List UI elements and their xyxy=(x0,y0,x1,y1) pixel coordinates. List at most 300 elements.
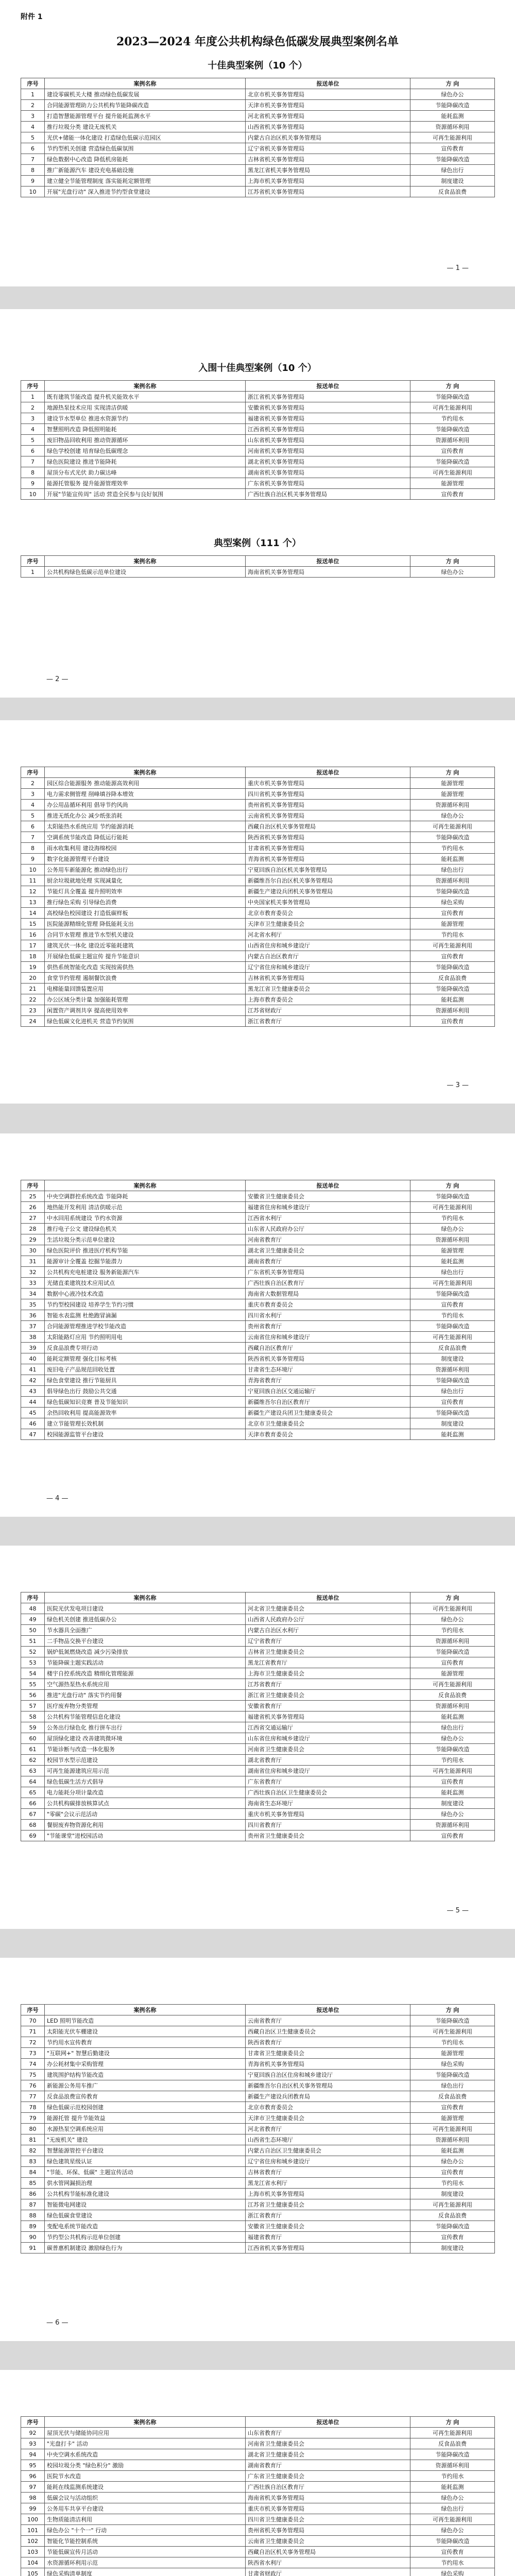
case-direction: 绿色办公 xyxy=(410,89,495,100)
table-row xyxy=(21,402,495,413)
case-direction: 能源管理 xyxy=(410,1245,495,1256)
table-row xyxy=(21,2037,495,2048)
column-header: 序号 xyxy=(21,78,45,89)
reporting-unit: 湖南省教育厅 xyxy=(246,2460,410,2471)
case-number: 1 xyxy=(21,89,45,100)
case-number: 24 xyxy=(21,1016,45,1027)
table-row xyxy=(21,2199,495,2210)
reporting-unit: 陕西省教育厅 xyxy=(246,2037,410,2048)
table-header-row xyxy=(21,1592,495,1603)
table-row xyxy=(21,886,495,897)
table-row xyxy=(21,1016,495,1027)
case-number: 72 xyxy=(21,2037,45,2048)
case-number: 37 xyxy=(21,1321,45,1332)
case-number: 51 xyxy=(21,1636,45,1647)
table-row xyxy=(21,424,495,435)
table-row xyxy=(21,176,495,187)
reporting-unit: 北京市机关事务管理局 xyxy=(246,89,410,100)
case-name: 节能降碳主题实践活动 xyxy=(45,1657,246,1668)
reporting-unit: 湖南省教育厅 xyxy=(246,1256,410,1267)
case-name: 中央空调群控系统改造 节能降耗 xyxy=(45,1191,246,1202)
case-name: 开展绿色低碳主题宣传 提升节能意识 xyxy=(45,951,246,962)
case-direction: 节能降碳改造 xyxy=(410,1289,495,1299)
case-direction: 绿色出行 xyxy=(410,1722,495,1733)
case-direction: 节能降碳改造 xyxy=(410,1647,495,1657)
case-number: 48 xyxy=(21,1603,45,1614)
case-number: 17 xyxy=(21,940,45,951)
table-row xyxy=(21,2134,495,2145)
case-name: "无废机关" 建设 xyxy=(45,2134,246,2145)
case-number: 7 xyxy=(21,154,45,165)
case-number: 22 xyxy=(21,994,45,1005)
case-direction: 制度建设 xyxy=(410,2243,495,2253)
reporting-unit: 辽宁省住房和城乡建设厅 xyxy=(246,962,410,973)
case-direction: 资源循环利用 xyxy=(410,1820,495,1831)
case-direction: 能耗监测 xyxy=(410,111,495,122)
case-name: 水资源循环利用示范 xyxy=(45,2557,246,2568)
case-table-typical-p7 xyxy=(21,2416,495,2576)
reporting-unit: 上海市卫生健康委员会 xyxy=(246,1668,410,1679)
table-row xyxy=(21,1755,495,1766)
case-name: 智慧照明改造 降低照明能耗 xyxy=(45,424,246,435)
case-name: 太阳能光伏车棚建设 xyxy=(45,2026,246,2037)
case-number: 74 xyxy=(21,2059,45,2070)
case-name: 节能灯具全覆盖 提升照明效率 xyxy=(45,886,246,897)
case-number: 10 xyxy=(21,865,45,875)
case-name: LED 照明节能改造 xyxy=(45,2015,246,2026)
case-name: 绿色学校创建 培育绿色低碳理念 xyxy=(45,446,246,456)
case-direction: 节能降碳改造 xyxy=(410,2449,495,2460)
column-header: 方 向 xyxy=(410,556,495,567)
case-number: 6 xyxy=(21,446,45,456)
table-row xyxy=(21,973,495,984)
case-name: 建立节能管理长效机制 xyxy=(45,1418,246,1429)
case-number: 88 xyxy=(21,2210,45,2221)
column-header: 序号 xyxy=(21,381,45,392)
table-row xyxy=(21,1657,495,1668)
case-direction: 资源循环利用 xyxy=(410,1234,495,1245)
case-number: 8 xyxy=(21,843,45,854)
reporting-unit: 辽宁省教育厅 xyxy=(246,1636,410,1647)
table-row xyxy=(21,122,495,132)
document-title: 2023—2024 年度公共机构绿色低碳发展典型案例名单 xyxy=(116,35,399,48)
column-header: 报送单位 xyxy=(246,78,410,89)
reporting-unit: 贵州省机关事务管理局 xyxy=(246,2525,410,2536)
reporting-unit: 重庆市机关事务管理局 xyxy=(246,778,410,789)
table-row xyxy=(21,1625,495,1636)
case-direction: 绿色出行 xyxy=(410,2503,495,2514)
column-header: 方 向 xyxy=(410,381,495,392)
case-direction: 可再生能源利用 xyxy=(410,1202,495,1213)
case-name: 节水器具全面推广 xyxy=(45,1625,246,1636)
table-row xyxy=(21,1636,495,1647)
case-number: 77 xyxy=(21,2091,45,2102)
case-direction: 节约用水 xyxy=(410,413,495,424)
case-direction: 宣传教育 xyxy=(410,1831,495,1841)
case-direction: 能源管理 xyxy=(410,478,495,489)
case-name: 新能源公务用车推广 xyxy=(45,2080,246,2091)
table-row xyxy=(21,1299,495,1310)
case-direction: 反食品浪费 xyxy=(410,973,495,984)
reporting-unit: 江苏省卫生健康委员会 xyxy=(246,2199,410,2210)
case-direction: 能源管理 xyxy=(410,1668,495,1679)
table-row xyxy=(21,467,495,478)
reporting-unit: 内蒙古自治区机关事务管理局 xyxy=(246,132,410,143)
case-number: 91 xyxy=(21,2243,45,2253)
reporting-unit: 云南省机关事务管理局 xyxy=(246,810,410,821)
case-name: 建筑围护结构节能改造 xyxy=(45,2070,246,2080)
case-number: 53 xyxy=(21,1657,45,1668)
column-header: 报送单位 xyxy=(246,1592,410,1603)
reporting-unit: 山东省住房和城乡建设厅 xyxy=(246,1733,410,1744)
column-header: 报送单位 xyxy=(246,767,410,778)
case-direction: 节能降碳改造 xyxy=(410,1375,495,1386)
table-row xyxy=(21,2428,495,2438)
reporting-unit: 福建省机关事务管理局 xyxy=(246,1711,410,1722)
case-name: 办公区域分类计量 加强能耗管理 xyxy=(45,994,246,1005)
case-name: 中央空调水系统改造 xyxy=(45,2449,246,2460)
case-direction: 资源循环利用 xyxy=(410,875,495,886)
case-direction: 资源循环利用 xyxy=(410,1364,495,1375)
case-direction: 可再生能源利用 xyxy=(410,821,495,832)
case-direction: 资源循环利用 xyxy=(410,2134,495,2145)
case-number: 87 xyxy=(21,2199,45,2210)
table-row xyxy=(21,2493,495,2503)
reporting-unit: 浙江省机关事务管理局 xyxy=(246,392,410,402)
table-header-row xyxy=(21,556,495,567)
case-direction: 节能降碳改造 xyxy=(410,154,495,165)
case-number: 73 xyxy=(21,2048,45,2059)
case-direction: 反食品浪费 xyxy=(410,1343,495,1353)
reporting-unit: 青海省教育厅 xyxy=(246,1375,410,1386)
reporting-unit: 广西壮族自治区卫生健康委员会 xyxy=(246,1787,410,1798)
case-table-typical-p4 xyxy=(21,1180,495,1440)
table-row xyxy=(21,1321,495,1332)
section-title-nominated: 入围十佳典型案例（10 个） xyxy=(198,363,317,374)
column-header: 报送单位 xyxy=(246,556,410,567)
page-number: — 6 — xyxy=(46,2319,68,2327)
case-name: 水源热泵空调系统应用 xyxy=(45,2124,246,2134)
case-name: 能耗定额管理 强化目标考核 xyxy=(45,1353,246,1364)
table-row xyxy=(21,2568,495,2576)
table-row xyxy=(21,1224,495,1234)
case-name: 建设节水型单位 推进水资源节约 xyxy=(45,413,246,424)
table-row xyxy=(21,567,495,578)
case-name: 雨水收集利用 建设海绵校园 xyxy=(45,843,246,854)
case-number: 80 xyxy=(21,2124,45,2134)
reporting-unit: 黑龙江省教育厅 xyxy=(246,1657,410,1668)
reporting-unit: 云南省教育厅 xyxy=(246,2015,410,2026)
case-number: 9 xyxy=(21,478,45,489)
case-table-typical-p5 xyxy=(21,1592,495,1841)
page-number: — 1 — xyxy=(447,264,469,272)
case-name: 空调系统节能改造 降低运行能耗 xyxy=(45,832,246,843)
case-name: 绿色数据中心改造 降低机房能耗 xyxy=(45,154,246,165)
table-row xyxy=(21,154,495,165)
table-row xyxy=(21,1343,495,1353)
case-direction: 节能降碳改造 xyxy=(410,962,495,973)
column-header: 报送单位 xyxy=(246,1180,410,1191)
case-number: 27 xyxy=(21,1213,45,1224)
reporting-unit: 内蒙古自治区卫生健康委员会 xyxy=(246,2145,410,2156)
case-direction: 宣传教育 xyxy=(410,2232,495,2243)
case-number: 84 xyxy=(21,2167,45,2178)
case-direction: 节能降碳改造 xyxy=(410,456,495,467)
reporting-unit: 山东省机关事务管理局 xyxy=(246,435,410,446)
case-number: 102 xyxy=(21,2536,45,2547)
case-name: "节能课堂"进校园活动 xyxy=(45,1831,246,1841)
case-name: 能源托管 提升节能效益 xyxy=(45,2113,246,2124)
case-name: 校园能源监管平台建设 xyxy=(45,1429,246,1440)
table-row xyxy=(21,1202,495,1213)
case-name: 推进无纸化办公 减少纸张消耗 xyxy=(45,810,246,821)
column-header: 序号 xyxy=(21,1180,45,1191)
case-name: 推行绿色采购 引导绿色消费 xyxy=(45,897,246,908)
case-number: 5 xyxy=(21,435,45,446)
reporting-unit: 西藏自治区机关事务管理局 xyxy=(246,2547,410,2557)
table-row xyxy=(21,1603,495,1614)
reporting-unit: 新疆维吾尔自治区机关事务管理局 xyxy=(246,875,410,886)
case-number: 3 xyxy=(21,413,45,424)
case-name: "光盘打卡" 活动 xyxy=(45,2438,246,2449)
case-direction: 节能降碳改造 xyxy=(410,2221,495,2232)
table-header-row xyxy=(21,78,495,89)
attachment-label: 附件 1 xyxy=(21,13,43,21)
table-row xyxy=(21,1245,495,1256)
column-header: 方 向 xyxy=(410,78,495,89)
case-number: 79 xyxy=(21,2113,45,2124)
case-name: 推行垃圾分类 建设无废机关 xyxy=(45,122,246,132)
case-number: 70 xyxy=(21,2015,45,2026)
reporting-unit: 新疆维吾尔自治区教育厅 xyxy=(246,1397,410,1408)
page-number: — 4 — xyxy=(46,1495,68,1502)
case-name: 绿色医院建设 推进节能降耗 xyxy=(45,456,246,467)
table-row xyxy=(21,1005,495,1016)
reporting-unit: 辽宁省住房和城乡建设厅 xyxy=(246,2156,410,2167)
case-number: 95 xyxy=(21,2460,45,2471)
case-number: 43 xyxy=(21,1386,45,1397)
reporting-unit: 北京市卫生健康委员会 xyxy=(246,1418,410,1429)
case-number: 98 xyxy=(21,2493,45,2503)
case-number: 40 xyxy=(21,1353,45,1364)
case-number: 7 xyxy=(21,832,45,843)
case-direction: 绿色办公 xyxy=(410,1224,495,1234)
table-row xyxy=(21,2156,495,2167)
reporting-unit: 河南省教育厅 xyxy=(246,1234,410,1245)
table-row xyxy=(21,2460,495,2471)
case-number: 47 xyxy=(21,1429,45,1440)
case-number: 13 xyxy=(21,897,45,908)
reporting-unit: 广西壮族自治区教育厅 xyxy=(246,2482,410,2493)
table-row xyxy=(21,2059,495,2070)
column-header: 报送单位 xyxy=(246,2005,410,2015)
column-header: 案例名称 xyxy=(45,1180,246,1191)
reporting-unit: 河南省机关事务管理局 xyxy=(246,446,410,456)
case-direction: 节能降碳改造 xyxy=(410,1408,495,1418)
reporting-unit: 天津市教育委员会 xyxy=(246,1429,410,1440)
case-number: 78 xyxy=(21,2102,45,2113)
case-number: 41 xyxy=(21,1364,45,1375)
case-direction: 节能降碳改造 xyxy=(410,424,495,435)
case-number: 1 xyxy=(21,567,45,578)
case-direction: 节约用水 xyxy=(410,2471,495,2482)
case-direction: 绿色出行 xyxy=(410,165,495,176)
case-name: 医院光伏发电项目建设 xyxy=(45,1603,246,1614)
case-number: 104 xyxy=(21,2557,45,2568)
reporting-unit: 山西省住房和城乡建设厅 xyxy=(246,940,410,951)
table-row xyxy=(21,456,495,467)
table-row xyxy=(21,865,495,875)
column-header: 序号 xyxy=(21,2005,45,2015)
case-name: 既有建筑节能改造 提升机关能效水平 xyxy=(45,392,246,402)
page-number: — 2 — xyxy=(46,675,68,683)
case-number: 4 xyxy=(21,122,45,132)
table-row xyxy=(21,984,495,994)
table-row xyxy=(21,2178,495,2189)
case-direction: 资源循环利用 xyxy=(410,2460,495,2471)
case-number: 8 xyxy=(21,165,45,176)
reporting-unit: 甘肃省财政厅 xyxy=(246,2568,410,2576)
reporting-unit: 江苏省教育厅 xyxy=(246,1679,410,1690)
table-header-row xyxy=(21,1180,495,1191)
case-name: 绿色食堂建设 推行节能厨具 xyxy=(45,1375,246,1386)
case-number: 97 xyxy=(21,2482,45,2493)
reporting-unit: 海南省机关事务管理局 xyxy=(246,567,410,578)
case-name: 低碳会议与活动组织 xyxy=(45,2493,246,2503)
reporting-unit: 广东省教育厅 xyxy=(246,1776,410,1787)
reporting-unit: 湖北省卫生健康委员会 xyxy=(246,1245,410,1256)
case-direction: 资源循环利用 xyxy=(410,1701,495,1711)
case-name: 绿色建筑星级认证 xyxy=(45,2156,246,2167)
case-direction: 节约用水 xyxy=(410,1625,495,1636)
case-direction: 能耗监测 xyxy=(410,1429,495,1440)
section-title-top-ten: 十佳典型案例（10 个） xyxy=(208,60,307,71)
case-table-typical-p3 xyxy=(21,767,495,1027)
table-row xyxy=(21,132,495,143)
case-number: 58 xyxy=(21,1711,45,1722)
table-row xyxy=(21,854,495,865)
case-name: 绿色低碳生活方式倡导 xyxy=(45,1776,246,1787)
case-number: 3 xyxy=(21,789,45,800)
case-name: 二手物品交换平台建设 xyxy=(45,1636,246,1647)
case-direction: 能源管理 xyxy=(410,789,495,800)
case-name: 电力能耗分项计量改造 xyxy=(45,1787,246,1798)
column-header: 报送单位 xyxy=(246,381,410,392)
table-row xyxy=(21,2026,495,2037)
reporting-unit: 湖北省教育厅 xyxy=(246,1755,410,1766)
column-header: 方 向 xyxy=(410,1592,495,1603)
reporting-unit: 陕西省机关事务管理局 xyxy=(246,832,410,843)
page-2 xyxy=(0,309,515,698)
case-name: 厨余垃圾就地处理 实现减量化 xyxy=(45,875,246,886)
table-row xyxy=(21,2221,495,2232)
case-number: 94 xyxy=(21,2449,45,2460)
table-row xyxy=(21,1408,495,1418)
table-row xyxy=(21,1256,495,1267)
case-direction: 能耗监测 xyxy=(410,2482,495,2493)
case-number: 30 xyxy=(21,1245,45,1256)
reporting-unit: 浙江省教育厅 xyxy=(246,1016,410,1027)
case-direction: 制度建设 xyxy=(410,2189,495,2199)
case-name: 屋顶绿化建设 改善建筑微环境 xyxy=(45,1733,246,1744)
case-direction: 节能降碳改造 xyxy=(410,2536,495,2547)
case-direction: 节约用水 xyxy=(410,929,495,940)
case-name: 建立健全节能管理制度 落实能耗定额管理 xyxy=(45,176,246,187)
reporting-unit: 青海省机关事务管理局 xyxy=(246,854,410,865)
table-row xyxy=(21,1690,495,1701)
case-direction: 资源循环利用 xyxy=(410,1636,495,1647)
table-row xyxy=(21,1614,495,1625)
table-row xyxy=(21,994,495,1005)
case-name: 绿色办公 "十个一" 行动 xyxy=(45,2525,246,2536)
case-name: 办公耗材集中采购管理 xyxy=(45,2059,246,2070)
section-title-typical: 典型案例（111 个） xyxy=(214,538,301,549)
case-direction: 可再生能源利用 xyxy=(410,402,495,413)
table-row xyxy=(21,1213,495,1224)
case-name: 合同节水管理 推进节水型机关建设 xyxy=(45,929,246,940)
table-row xyxy=(21,1831,495,1841)
case-direction: 资源循环利用 xyxy=(410,1005,495,1016)
case-direction: 绿色采购 xyxy=(410,2059,495,2070)
case-direction: 能源管理 xyxy=(410,919,495,929)
table-row xyxy=(21,1776,495,1787)
table-row xyxy=(21,2102,495,2113)
reporting-unit: 吉林省机关事务管理局 xyxy=(246,154,410,165)
table-row xyxy=(21,1722,495,1733)
case-name: 智慧能源管控平台建设 xyxy=(45,2145,246,2156)
table-row xyxy=(21,2471,495,2482)
case-number: 2 xyxy=(21,402,45,413)
case-number: 81 xyxy=(21,2134,45,2145)
table-row xyxy=(21,1289,495,1299)
table-row xyxy=(21,2189,495,2199)
reporting-unit: 湖南省机关事务管理局 xyxy=(246,467,410,478)
case-direction: 节能降碳改造 xyxy=(410,1744,495,1755)
case-number: 8 xyxy=(21,467,45,478)
table-row xyxy=(21,478,495,489)
case-name: 闲置资产调剂共享 提高使用效率 xyxy=(45,1005,246,1016)
case-number: 66 xyxy=(21,1798,45,1809)
page-number: — 3 — xyxy=(447,1081,469,1089)
table-row xyxy=(21,413,495,424)
column-header: 方 向 xyxy=(410,2417,495,2428)
reporting-unit: 上海市机关事务管理局 xyxy=(246,176,410,187)
case-number: 63 xyxy=(21,1766,45,1776)
table-row xyxy=(21,789,495,800)
table-row xyxy=(21,919,495,929)
table-row xyxy=(21,1429,495,1440)
case-direction: 节约用水 xyxy=(410,2178,495,2189)
reporting-unit: 广东省机关事务管理局 xyxy=(246,1267,410,1278)
table-row xyxy=(21,897,495,908)
case-number: 105 xyxy=(21,2568,45,2576)
table-row xyxy=(21,2080,495,2091)
case-number: 25 xyxy=(21,1191,45,1202)
table-row xyxy=(21,2210,495,2221)
case-direction: 反食品浪费 xyxy=(410,1690,495,1701)
table-row xyxy=(21,2547,495,2557)
case-name: 碳普惠机制建设 激励绿色行为 xyxy=(45,2243,246,2253)
reporting-unit: 内蒙古自治区教育厅 xyxy=(246,951,410,962)
case-direction: 节能降碳改造 xyxy=(410,2015,495,2026)
case-number: 42 xyxy=(21,1375,45,1386)
table-row xyxy=(21,1679,495,1690)
table-row xyxy=(21,1744,495,1755)
table-row xyxy=(21,1787,495,1798)
reporting-unit: 四川省卫生健康委员会 xyxy=(246,2514,410,2525)
table-header-row xyxy=(21,767,495,778)
case-direction: 可再生能源利用 xyxy=(410,940,495,951)
